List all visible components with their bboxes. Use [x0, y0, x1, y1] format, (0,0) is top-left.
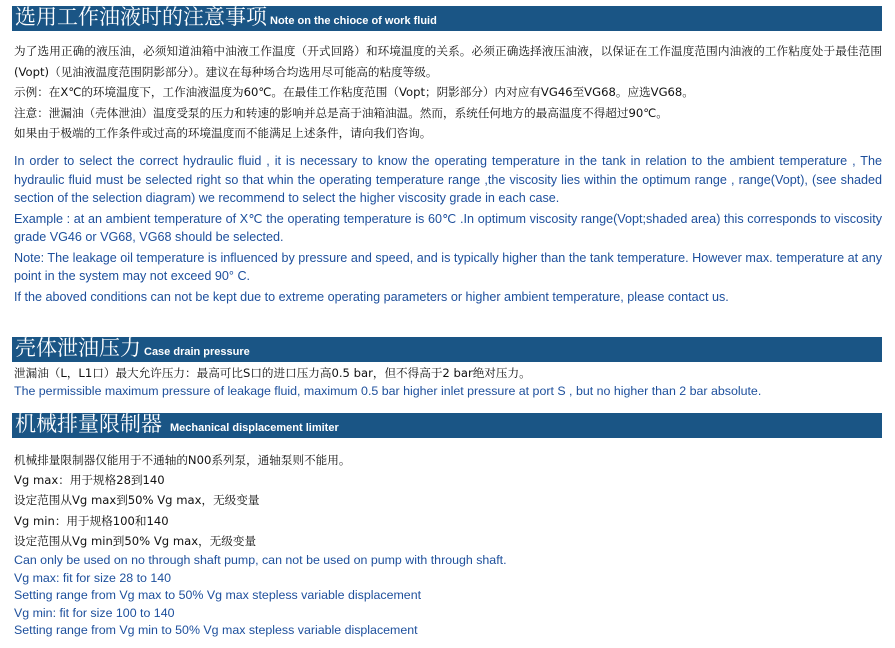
- section-title-cn: 选用工作油液时的注意事项: [15, 6, 267, 29]
- fluid-note-cn-block: [14, 41, 882, 144]
- cn-line: 设定范围从Vg max到50% Vg max，无级变量: [14, 493, 260, 508]
- cn-line: 泄漏油（L，L1口）最大允许压力：最高可比S口的进口压力高0.5 bar，但不得高于2 bar绝对压力。: [14, 366, 531, 380]
- section-header-case-drain: [12, 337, 882, 362]
- section-title-en: Mechanical displacement limiter: [170, 422, 339, 434]
- en-line: Vg min: fit for size 100 to 140: [14, 605, 175, 620]
- cn-paragraph: 如果由于极端的工作条件或过高的环境温度而不能满足上述条件，请向我们咨询。: [14, 126, 432, 141]
- cn-paragraph: 示例：在X℃的环境温度下，工作油液温度为60℃。在最佳工作粘度范围（Vopt；阴影部分）内对应有VG46至VG68。应选VG68。: [14, 85, 694, 100]
- cn-line: 机械排量限制器仅能用于不通轴的N00系列泵，通轴泵则不能用。: [14, 453, 351, 467]
- section-header-displacement-limiter: [12, 413, 882, 438]
- en-paragraph: In order to select the correct hydraulic fluid , it is necessary to know the operating temperature in the tank in relation to the ambient temperature , The hydraulic fluid must be selected right so that whin the operating temperature range ,the viscosity lies within the optimum range , range(Vopt), (see shaded section of the selection diagram) we recommend to select the higher viscosity grade in each case.: [14, 154, 882, 205]
- cn-line: Vg max：用于规格28到140: [14, 473, 165, 488]
- section-header-fluid-note: [12, 6, 882, 31]
- en-line: Can only be used on no through shaft pump, can not be used on pump with through shaft.: [14, 553, 507, 567]
- section-title-cn: 机械排量限制器: [15, 413, 162, 436]
- displacement-limiter-en-block: [14, 552, 882, 640]
- cn-line: Vg min：用于规格100和140: [14, 513, 169, 528]
- section-title-en: Case drain pressure: [144, 346, 250, 358]
- en-line: Setting range from Vg min to 50% Vg max stepless variable displacement: [14, 623, 418, 638]
- cn-line: 设定范围从Vg min到50% Vg max，无级变量: [14, 533, 257, 548]
- fluid-note-en-block: [14, 152, 882, 306]
- en-paragraph: Example : at an ambient temperature of X℃ the operating temperature is 60℃ .In optimum viscosity range(Vopt;shaded area) this corresponds to viscosity grade VG46 or VG68, VG68 should be selected.: [14, 211, 882, 244]
- case-drain-block: [14, 364, 882, 401]
- en-line: Vg max: fit for size 28 to 140: [14, 570, 172, 585]
- en-line: Setting range from Vg max to 50% Vg max stepless variable displacement: [14, 588, 422, 603]
- en-line: The permissible maximum pressure of leakage fluid, maximum 0.5 bar higher inlet pressure at port S , but no higher than 2 bar absolute.: [14, 384, 762, 398]
- cn-paragraph: 注意：泄漏油（壳体泄油）温度受泵的压力和转速的影响并总是高于油箱油温。然而，系统任何地方的最高温度不得超过90℃。: [14, 105, 668, 120]
- section-title-cn: 壳体泄油压力: [15, 337, 141, 360]
- en-paragraph: If the aboved conditions can not be kept due to extreme operating parameters or higher ambient temperature, please contact us.: [14, 289, 729, 304]
- section-title-en: Note on the chioce of work fluid: [270, 15, 437, 27]
- displacement-limiter-cn-block: [14, 450, 882, 551]
- en-paragraph: Note: The leakage oil temperature is influenced by pressure and speed, and is typically higher than the tank temperature. However max. temperature at any point in the system may not exceed 90° C.: [14, 250, 882, 283]
- cn-paragraph: 为了选用正确的液压油，必须知道油箱中油液工作温度（开式回路）和环境温度的关系。必须正确选择液压油液，以保证在工作温度范围内油液的工作粘度处于最佳范围(Vopt)（见油液温度范围阴影部分）。建议在每种场合均选用尽可能高的粘度等级。: [14, 44, 882, 79]
